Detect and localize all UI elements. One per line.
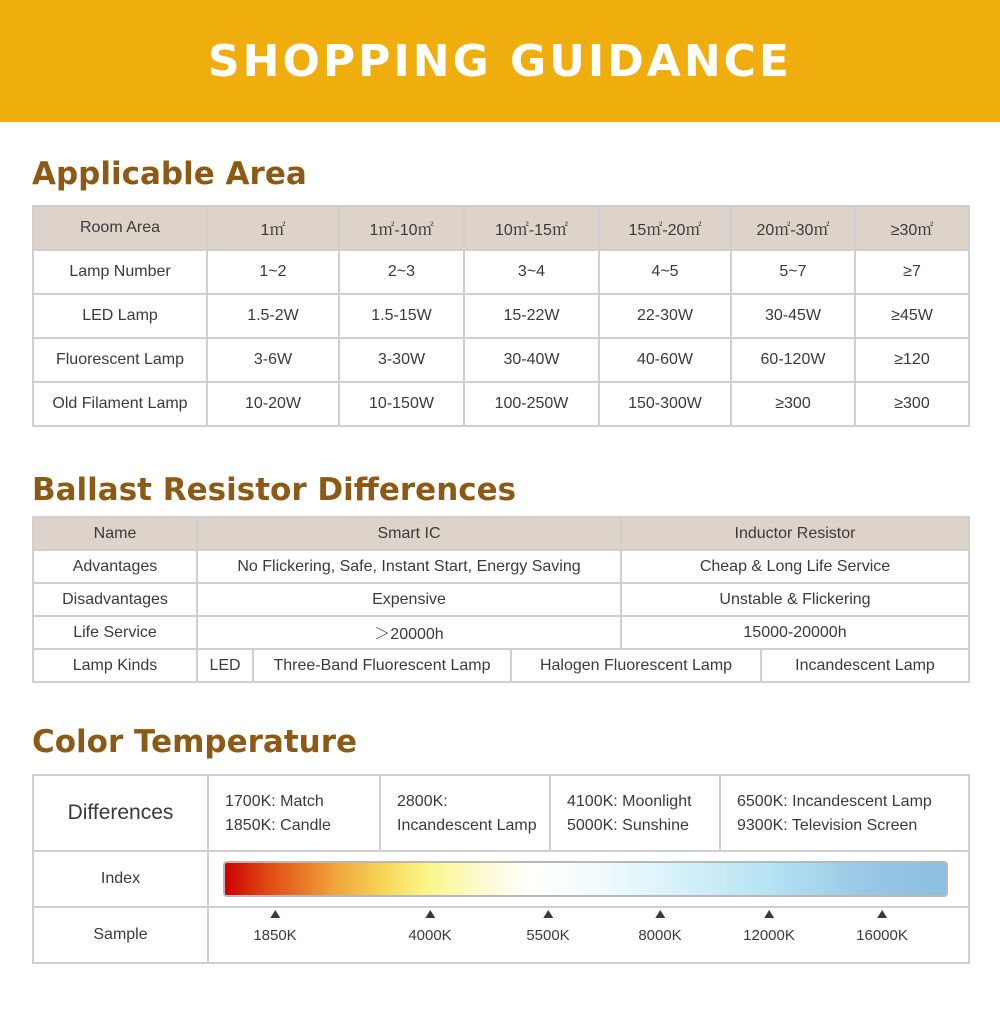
table-cell: ≥120 — [855, 338, 969, 382]
difference-line: 1850K: Candle — [225, 817, 331, 834]
difference-line: 2800K: — [397, 793, 448, 810]
table-header-row — [33, 206, 969, 250]
header-cell: 1㎡ — [207, 206, 339, 250]
difference-line: 5000K: Sunshine — [567, 817, 689, 834]
table-cell: ≥45W — [855, 294, 969, 338]
table-cell: ≥7 — [855, 250, 969, 294]
difference-line: Incandescent Lamp — [397, 817, 537, 834]
scale-tick — [253, 910, 296, 944]
sample-cell — [208, 907, 969, 963]
row-label: Index — [33, 851, 208, 907]
table-cell: No Flickering, Safe, Instant Start, Energy Saving — [197, 550, 621, 583]
difference-cell — [380, 775, 550, 851]
table-row — [33, 294, 969, 338]
table-row — [33, 616, 969, 649]
row-label: Lamp Number — [33, 250, 207, 294]
table-cell: 22-30W — [599, 294, 731, 338]
row-label: Lamp Kinds — [33, 649, 197, 682]
table-cell: ≥300 — [731, 382, 855, 426]
applicable-area-table — [32, 205, 970, 427]
triangle-marker-icon — [655, 910, 665, 918]
difference-cell — [550, 775, 720, 851]
header-cell: ≥30㎡ — [855, 206, 969, 250]
table-cell: Unstable & Flickering — [621, 583, 969, 616]
table-cell: 100-250W — [464, 382, 599, 426]
header-cell: 20㎡-30㎡ — [731, 206, 855, 250]
table-row — [33, 851, 969, 907]
table-cell: 3-6W — [207, 338, 339, 382]
row-label: Old Filament Lamp — [33, 382, 207, 426]
table-cell: 3-30W — [339, 338, 464, 382]
table-row — [33, 907, 969, 963]
table-row — [33, 583, 969, 616]
row-label: Disadvantages — [33, 583, 197, 616]
table-cell: 60-120W — [731, 338, 855, 382]
table-cell: ＞20000h — [197, 616, 621, 649]
color-temperature-title: Color Temperature — [32, 724, 358, 760]
triangle-marker-icon — [764, 910, 774, 918]
table-header-row — [33, 517, 969, 550]
scale-tick — [526, 910, 569, 944]
table-cell: 1.5-15W — [339, 294, 464, 338]
index-cell — [208, 851, 969, 907]
table-cell: 3~4 — [464, 250, 599, 294]
table-cell: LED — [197, 649, 253, 682]
header-banner — [0, 0, 1000, 122]
row-label: Life Service — [33, 616, 197, 649]
table-cell: 30-40W — [464, 338, 599, 382]
header-cell: 15㎡-20㎡ — [599, 206, 731, 250]
scale-tick — [408, 910, 451, 944]
header-cell: Name — [33, 517, 197, 550]
tick-label: 16000K — [856, 927, 908, 944]
triangle-marker-icon — [877, 910, 887, 918]
tick-label: 5500K — [526, 927, 570, 944]
table-cell: 4~5 — [599, 250, 731, 294]
table-row — [33, 775, 969, 851]
difference-line: 9300K: Television Screen — [737, 817, 918, 834]
page-title: SHOPPING GUIDANCE — [207, 35, 792, 87]
color-temperature-gradient — [223, 861, 948, 897]
table-cell: Cheap & Long Life Service — [621, 550, 969, 583]
table-cell: 10-150W — [339, 382, 464, 426]
table-row — [33, 338, 969, 382]
row-label: Differences — [33, 775, 208, 851]
table-row — [33, 382, 969, 426]
applicable-area-title: Applicable Area — [32, 156, 307, 192]
table-cell: 30-45W — [731, 294, 855, 338]
difference-line: 4100K: Moonlight — [567, 793, 692, 810]
row-label: Advantages — [33, 550, 197, 583]
difference-cell — [720, 775, 969, 851]
header-cell: Inductor Resistor — [621, 517, 969, 550]
triangle-marker-icon — [270, 910, 280, 918]
triangle-marker-icon — [543, 910, 553, 918]
table-cell: Expensive — [197, 583, 621, 616]
tick-label: 12000K — [743, 927, 795, 944]
table-row — [33, 250, 969, 294]
difference-cell — [208, 775, 380, 851]
table-cell: 2~3 — [339, 250, 464, 294]
row-label: LED Lamp — [33, 294, 207, 338]
table-row — [33, 550, 969, 583]
table-cell: 15-22W — [464, 294, 599, 338]
table-row — [33, 649, 969, 682]
table-cell: ≥300 — [855, 382, 969, 426]
table-cell: 1.5-2W — [207, 294, 339, 338]
tick-label: 1850K — [253, 927, 297, 944]
difference-line: 1700K: Match — [225, 793, 324, 810]
scale-tick — [856, 910, 908, 944]
table-cell: 40-60W — [599, 338, 731, 382]
color-temperature-table — [32, 774, 970, 964]
ballast-table — [32, 516, 970, 683]
scale-tick — [743, 910, 795, 944]
table-cell: 1~2 — [207, 250, 339, 294]
tick-label: 8000K — [638, 927, 682, 944]
header-cell: Smart IC — [197, 517, 621, 550]
scale-tick — [638, 910, 681, 944]
table-cell: Incandescent Lamp — [761, 649, 969, 682]
header-cell: 10㎡-15㎡ — [464, 206, 599, 250]
table-cell: 150-300W — [599, 382, 731, 426]
tick-label: 4000K — [408, 927, 452, 944]
table-cell: 10-20W — [207, 382, 339, 426]
triangle-marker-icon — [425, 910, 435, 918]
difference-line: 6500K: Incandescent Lamp — [737, 793, 932, 810]
table-cell: Halogen Fluorescent Lamp — [511, 649, 761, 682]
row-label: Fluorescent Lamp — [33, 338, 207, 382]
header-cell: 1㎡-10㎡ — [339, 206, 464, 250]
table-cell: 15000-20000h — [621, 616, 969, 649]
ballast-title: Ballast Resistor Differences — [32, 472, 517, 508]
table-cell: 5~7 — [731, 250, 855, 294]
header-cell: Room Area — [33, 206, 207, 250]
row-label: Sample — [33, 907, 208, 963]
table-cell: Three-Band Fluorescent Lamp — [253, 649, 511, 682]
